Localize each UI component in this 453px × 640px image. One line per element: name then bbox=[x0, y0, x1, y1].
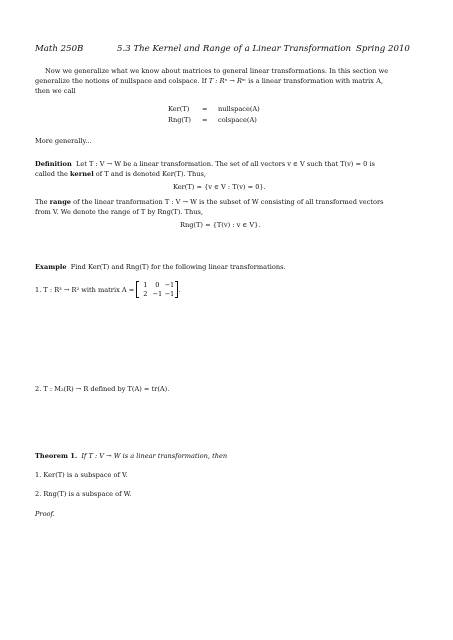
intro-line-2: generalize the notions of nullspace and colspace. If T : Rⁿ → Rᵐ is a linear transformation with matrix A, bbox=[35, 77, 383, 85]
example-line: Example Find Ker(T) and Rng(T) for the following linear transformations. bbox=[35, 263, 286, 271]
more-generally: More generally... bbox=[35, 137, 92, 145]
theorem-line: Theorem 1. If T : V → W is a linear transformation, then bbox=[35, 452, 228, 460]
header-section: 5.3 The Kernel and Range of a Linear Transformation bbox=[117, 44, 352, 54]
eq-rng-rhs: colspace(A) bbox=[218, 116, 257, 124]
intro-map: T : Rⁿ → Rᵐ bbox=[208, 77, 246, 85]
intro-line-1: Now we generalize what we know about matrices to general linear transformations. In this section we bbox=[45, 67, 389, 75]
intro-line-3: then we call bbox=[35, 87, 76, 95]
theorem-item-2: 2. Rng(T) is a subspace of W. bbox=[35, 490, 132, 498]
kernel-term: kernel bbox=[69, 170, 94, 178]
matrix-a bbox=[136, 281, 178, 298]
definition-line-2: called the kernel of T and is denoted Ker(T). Thus, bbox=[35, 170, 206, 178]
example-item-1: 1. T : R³ → R² with matrix A = 1 0 −1 2 −1 −1 . bbox=[35, 281, 181, 298]
definition-label: Definition bbox=[35, 160, 72, 168]
eq-rng-lhs: Rng(T) bbox=[168, 116, 191, 124]
range-term: range bbox=[49, 198, 72, 206]
matrix-cell: 0 bbox=[155, 281, 160, 289]
eq-ker-lhs: Ker(T) bbox=[168, 105, 190, 113]
range-line-2: from V. We denote the range of T by Rng(T). Thus, bbox=[35, 208, 203, 216]
theorem-item-1: 1. Ker(T) is a subspace of V. bbox=[35, 471, 128, 479]
eq-rng-rel: = bbox=[202, 116, 208, 124]
definition-line-1: Definition Let T : V → W be a linear transformation. The set of all vectors v ∈ V such that T(v) = 0 is bbox=[35, 160, 375, 168]
matrix-cell: 1 bbox=[143, 281, 148, 289]
header-term: Spring 2010 bbox=[356, 44, 410, 54]
example-label: Example bbox=[35, 263, 67, 271]
range-equation: Rng(T) = {T(v) : v ∈ V}. bbox=[180, 221, 261, 229]
matrix-cell: −1 bbox=[164, 281, 175, 289]
eq-ker-rhs: nullspace(A) bbox=[218, 105, 260, 113]
range-line-1: The range of the linear tranformation T : V → W is the subset of W consisting of all transformed vectors bbox=[35, 198, 384, 206]
eq-ker-rel: = bbox=[202, 105, 208, 113]
header-course: Math 250B bbox=[35, 44, 84, 54]
matrix-cell: −1 bbox=[152, 289, 163, 298]
kernel-equation: Ker(T) = {v ∈ V : T(v) = 0}. bbox=[173, 183, 266, 191]
proof-label: Proof. bbox=[35, 510, 55, 518]
matrix-cell: 2 bbox=[143, 289, 148, 298]
theorem-label: Theorem 1. bbox=[35, 452, 78, 460]
example-item-2: 2. T : M₂(R) → R defined by T(A) = tr(A). bbox=[35, 385, 170, 393]
matrix-cell: −1 bbox=[164, 289, 175, 298]
